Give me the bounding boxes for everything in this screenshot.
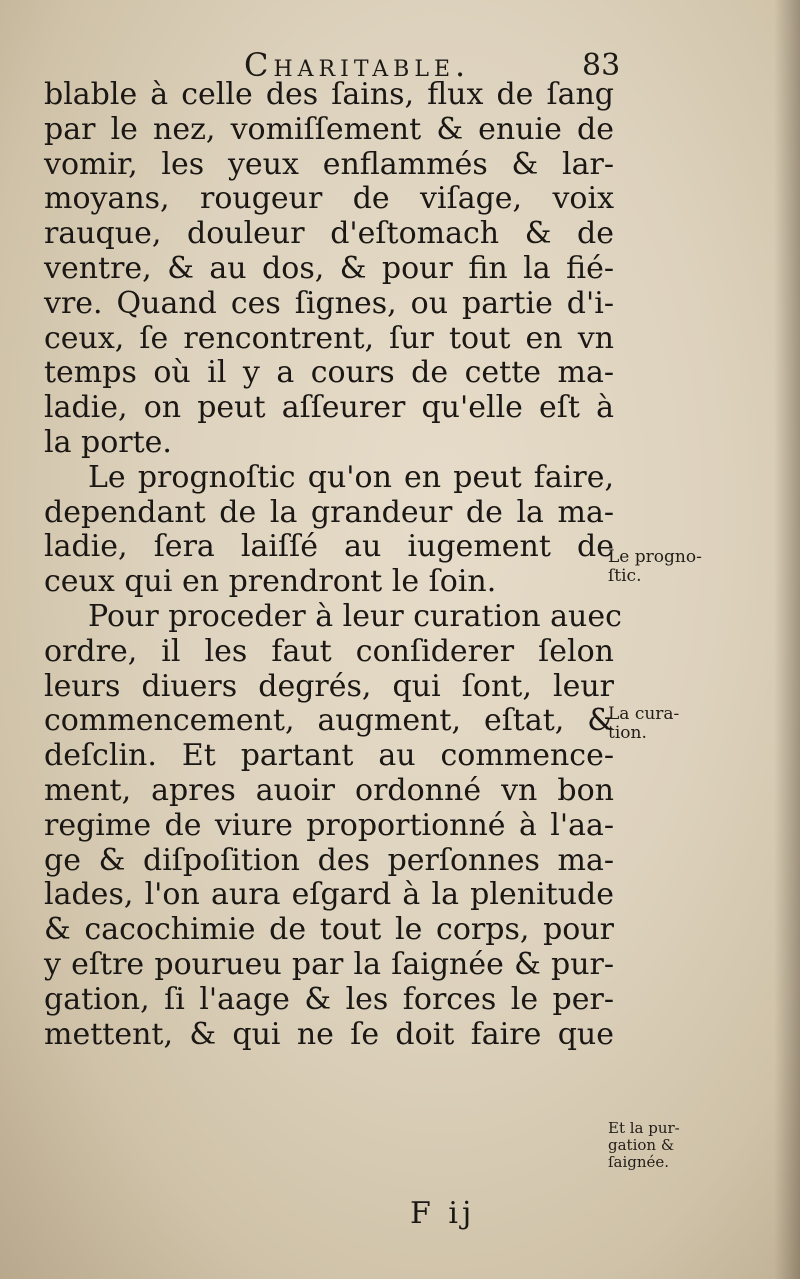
page-number: 83 bbox=[582, 48, 621, 83]
text-line: la porte. bbox=[44, 424, 172, 460]
text-line: ladie, on peut aſſeurer qu'elle eſt à bbox=[44, 390, 614, 426]
text-line: ceux qui en prendront le ſoin. bbox=[44, 564, 497, 600]
text-line: deſclin. Et partant au commence- bbox=[44, 738, 614, 774]
text-line: par le nez, vomiſſement & enuie de bbox=[44, 111, 614, 147]
signature-mark: F ij bbox=[410, 1196, 476, 1231]
text-line: commencement, augment, eſtat, & bbox=[44, 703, 614, 739]
paragraph-start-line: Le prognoſtic qu'on en peut faire, bbox=[88, 459, 614, 495]
text-line: ladie, ſera laiſſé au iugement de bbox=[44, 529, 614, 565]
text-line: regime de viure proportionné à l'aa- bbox=[44, 807, 614, 843]
marginal-note-prognostic: Le progno- ſtic. bbox=[608, 547, 702, 586]
text-line: gation, ſi l'aage & les forces le per- bbox=[44, 981, 614, 1017]
text-line: & cacochimie de tout le corps, pour bbox=[44, 912, 614, 948]
text-line: lades, l'on aura eſgard à la plenitude bbox=[44, 877, 614, 913]
text-line: ge & diſpoſition des perſonnes ma- bbox=[44, 842, 614, 878]
paragraph-start-line: Pour proceder à leur curation auec bbox=[88, 598, 622, 634]
text-line: rauque, douleur d'eſtomach & de bbox=[44, 216, 614, 252]
text-line: mettent, & qui ne ſe doit faire que bbox=[44, 1016, 614, 1052]
text-line: blable à celle des ſains, flux de ſang bbox=[44, 77, 614, 112]
text-line: ordre, il les faut conſiderer ſelon bbox=[44, 633, 614, 669]
text-line: moyans, rougeur de viſage, voix bbox=[44, 181, 614, 217]
running-title: Charitable. bbox=[244, 46, 471, 84]
text-line: leurs diuers degrés, qui ſont, leur bbox=[44, 668, 614, 704]
text-line: y eſtre pourueu par la ſaignée & pur- bbox=[44, 946, 614, 982]
marginal-note-purgation: Et la pur- gation & ſaignée. bbox=[608, 1119, 680, 1171]
text-line: dependant de la grandeur de la ma- bbox=[44, 494, 614, 530]
text-line: vre. Quand ces ſignes, ou partie d'i- bbox=[44, 285, 614, 321]
text-line: temps où il y a cours de cette ma- bbox=[44, 355, 614, 391]
text-line: ment, apres auoir ordonné vn bon bbox=[44, 772, 614, 808]
body-text bbox=[44, 77, 622, 1052]
page-edge-shadow bbox=[774, 0, 800, 1279]
marginal-note-curation: La cura- tion. bbox=[608, 704, 680, 743]
text-line: ventre, & au dos, & pour fin la fié- bbox=[44, 250, 614, 286]
text-line: ceux, ſe rencontrent, ſur tout en vn bbox=[44, 320, 614, 356]
text-line: vomir, les yeux enflammés & lar- bbox=[44, 146, 614, 182]
